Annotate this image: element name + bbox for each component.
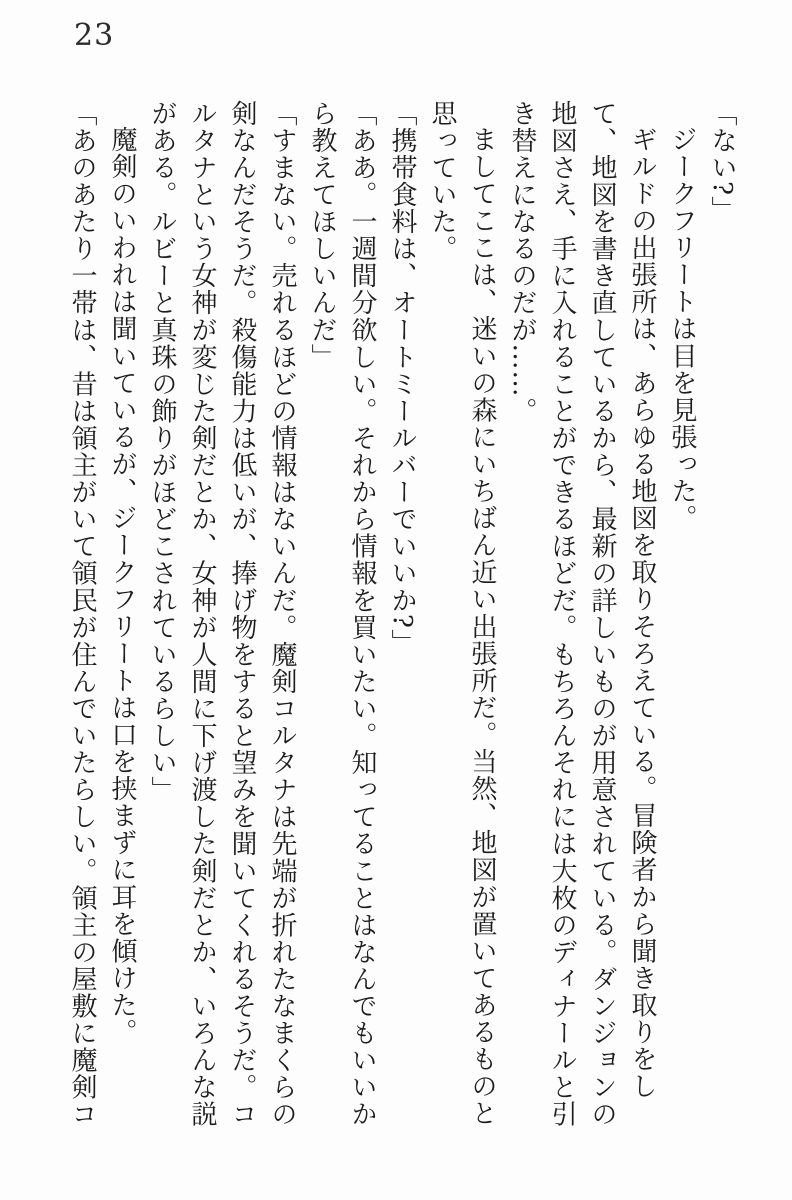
paragraph-narration-1: ジークフリートは目を見張った。 bbox=[667, 126, 697, 532]
paragraph-dialogue-5: 「あのあたり一帯は、昔は領主がいて領民が住んでいたらしい。領主の屋敷に魔剣コ bbox=[67, 100, 97, 1128]
paragraph-dialogue-4: 「すまない。売れるほどの情報はないんだ。魔剣コルタナは先端が折れたなまくらの剣なんだそうだ。殺傷能力は低いが、捧げ物をすると望みを聞いてくれるそうだ。コルタナという女神が変じた剣だとか、女神が人間に下げ渡した剣だとか、いろんな説がある。ルビーと真珠の飾りがほどこされているらしい」 bbox=[147, 100, 297, 1128]
paragraph-dialogue-1: 「ない?」 bbox=[707, 100, 737, 224]
page-number: 23 bbox=[74, 18, 115, 53]
paragraph-narration-3: ましてここは、迷いの森にいちばん近い出張所だ。当然、地図が置いてあるものと思っていた。 bbox=[427, 100, 497, 1127]
vertical-text-block bbox=[62, 100, 742, 1132]
paragraph-dialogue-2: 「携帯食料は、オートミールバーでいいか?」 bbox=[387, 100, 417, 656]
paragraph-narration-2: ギルドの出張所は、あらゆる地図を取りそろえている。冒険者から聞き取りをして、地図を書き直しているから、最新の詳しいものが用意されている。ダンジョンの地図さえ、手に入れることができるほどだ。もちろんそれには大枚のディナールと引き替えになるのだが……。 bbox=[507, 100, 657, 1128]
paragraph-dialogue-3: 「ああ。一週間分欲しい。それから情報を買いたい。知ってることはなんでもいいから教えてほしいんだ」 bbox=[307, 100, 377, 1128]
paragraph-narration-4: 魔剣のいわれは聞いているが、ジークフリートは口を挟まずに耳を傾けた。 bbox=[107, 126, 137, 1046]
